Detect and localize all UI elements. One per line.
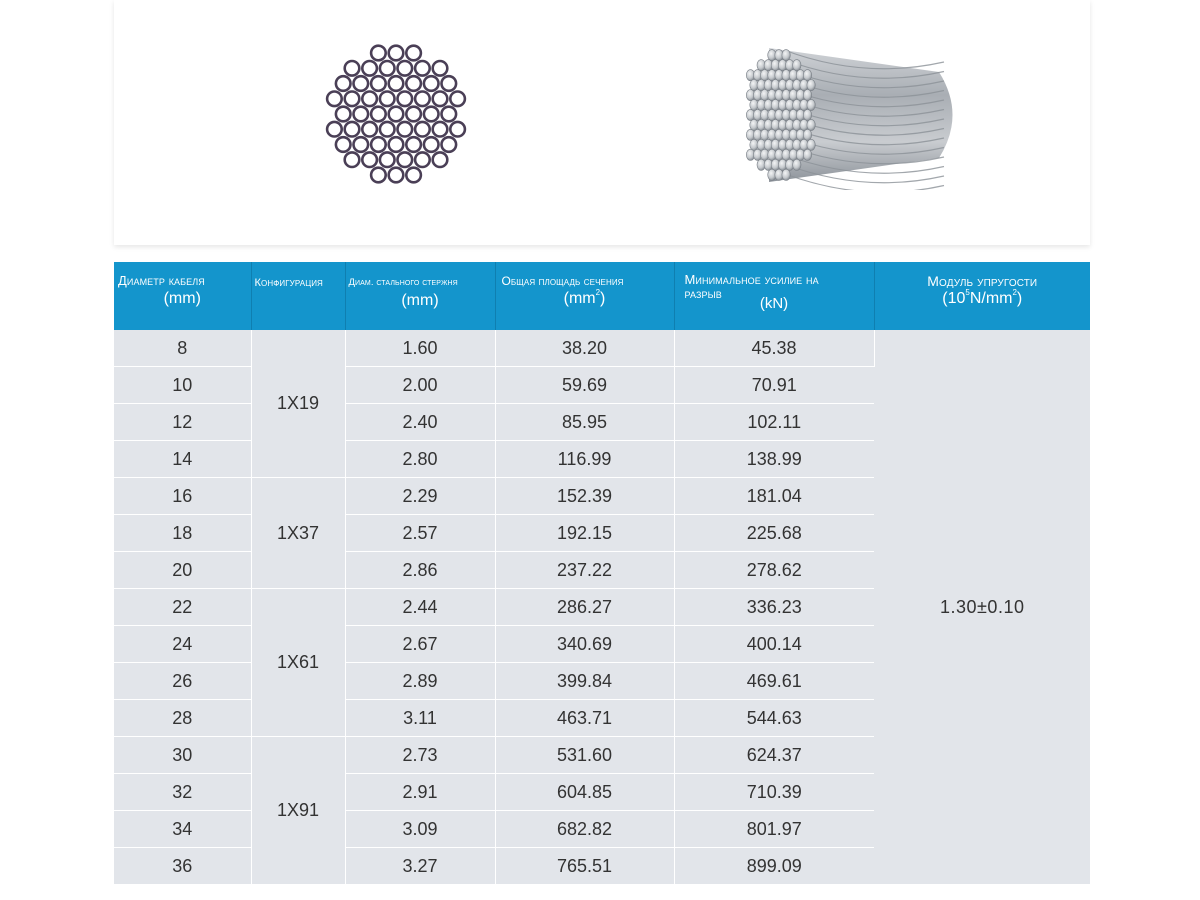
wire-end: [803, 129, 811, 140]
wire-circle: [362, 122, 377, 137]
wire-end: [793, 159, 801, 170]
wire-circle: [415, 61, 430, 76]
wire-circle: [380, 122, 395, 137]
cell-diameter: 30: [114, 737, 251, 774]
cell-area: 765.51: [495, 848, 674, 885]
wire-circle: [424, 107, 439, 122]
cell-configuration: 1X37: [251, 478, 345, 589]
wire-circle: [336, 137, 351, 152]
header-configuration: [251, 262, 345, 330]
table-header-row: [114, 262, 1090, 330]
cell-breaking-force: 181.04: [674, 478, 874, 515]
wire-circle: [345, 61, 360, 76]
wire-end: [807, 80, 815, 91]
wire-circle: [362, 152, 377, 167]
wire-circle: [380, 92, 395, 107]
wire-circle: [442, 137, 457, 152]
wire-end: [793, 60, 801, 71]
cell-diameter: 34: [114, 811, 251, 848]
cell-area: 531.60: [495, 737, 674, 774]
wire-circle: [345, 152, 360, 167]
cell-breaking-force: 138.99: [674, 441, 874, 478]
cell-breaking-force: 624.37: [674, 737, 874, 774]
wire-circle: [362, 92, 377, 107]
cell-area: 85.95: [495, 404, 674, 441]
wire-circle: [362, 61, 377, 76]
cell-diameter: 36: [114, 848, 251, 885]
wire-circle: [371, 46, 386, 61]
wire-circle: [406, 137, 421, 152]
wire-circle: [398, 152, 413, 167]
wire-circle: [389, 76, 404, 91]
cell-rod-diameter: 2.44: [345, 589, 495, 626]
cell-rod-diameter: 2.80: [345, 441, 495, 478]
header-rod-diameter-unit: (mm): [401, 292, 439, 309]
wire-circle: [415, 152, 430, 167]
wire-end: [803, 149, 811, 160]
cell-rod-diameter: 2.91: [345, 774, 495, 811]
cell-modulus: 1.30±0.10: [874, 330, 1090, 885]
header-area-title: Общая площадь сечения: [501, 274, 624, 288]
cell-diameter: 32: [114, 774, 251, 811]
header-breaking-force-unit: (kN): [759, 295, 789, 312]
wire-circle: [442, 107, 457, 122]
cell-diameter: 14: [114, 441, 251, 478]
wire-circle: [442, 76, 457, 91]
wire-circle: [336, 76, 351, 91]
wire-circle: [389, 168, 404, 183]
cell-rod-diameter: 2.67: [345, 626, 495, 663]
cell-area: 38.20: [495, 330, 674, 367]
cell-area: 604.85: [495, 774, 674, 811]
cell-rod-diameter: 2.57: [345, 515, 495, 552]
wire-circle: [406, 76, 421, 91]
header-rod-diameter-title: Диам. стального стержня: [348, 277, 458, 288]
cell-area: 399.84: [495, 663, 674, 700]
cell-area: 116.99: [495, 441, 674, 478]
cell-configuration: 1X91: [251, 737, 345, 885]
wire-circle: [424, 137, 439, 152]
cell-area: 152.39: [495, 478, 674, 515]
wire-circle: [371, 107, 386, 122]
wire-circle: [433, 92, 448, 107]
wire-end: [807, 119, 815, 130]
cell-rod-diameter: 2.40: [345, 404, 495, 441]
wire-circle: [327, 92, 342, 107]
cell-rod-diameter: 1.60: [345, 330, 495, 367]
wire-circle: [433, 122, 448, 137]
cell-area: 192.15: [495, 515, 674, 552]
wire-circle: [433, 61, 448, 76]
cell-breaking-force: 70.91: [674, 367, 874, 404]
header-rod-diameter: [345, 262, 495, 330]
cell-breaking-force: 278.62: [674, 552, 874, 589]
wire-circle: [398, 92, 413, 107]
wire-circle: [354, 76, 369, 91]
wire-end: [807, 139, 815, 150]
wire-circle: [380, 61, 395, 76]
cell-breaking-force: 336.23: [674, 589, 874, 626]
cell-diameter: 20: [114, 552, 251, 589]
cell-breaking-force: 899.09: [674, 848, 874, 885]
cell-rod-diameter: 2.89: [345, 663, 495, 700]
wire-circle: [371, 137, 386, 152]
cell-rod-diameter: 2.00: [345, 367, 495, 404]
wire-circle: [380, 152, 395, 167]
header-modulus-unit: $(10^5N/mm^2)$: [942, 288, 1023, 307]
cell-diameter: 12: [114, 404, 251, 441]
wire-end: [803, 109, 811, 120]
cell-area: 682.82: [495, 811, 674, 848]
header-configuration-title: Конфигурация: [254, 277, 323, 289]
wire-circle: [406, 107, 421, 122]
wire-circle: [345, 122, 360, 137]
header-breaking-force-title: Минимальное усилие на разрыв: [684, 272, 819, 301]
wire-circle: [389, 46, 404, 61]
wire-end: [803, 90, 811, 101]
wire-circle: [450, 92, 465, 107]
cell-rod-diameter: 2.73: [345, 737, 495, 774]
wire-circle: [336, 107, 351, 122]
wire-circle: [354, 107, 369, 122]
header-modulus: [874, 262, 1090, 330]
stranded-cable-3d-image: [714, 40, 966, 190]
cell-configuration: 1X61: [251, 589, 345, 737]
cell-breaking-force: 45.38: [674, 330, 874, 367]
cell-breaking-force: 400.14: [674, 626, 874, 663]
cell-rod-diameter: 3.27: [345, 848, 495, 885]
cell-diameter: 24: [114, 626, 251, 663]
wire-circle: [433, 152, 448, 167]
cell-rod-diameter: 2.86: [345, 552, 495, 589]
wire-circle: [327, 122, 342, 137]
cell-diameter: 22: [114, 589, 251, 626]
cell-area: 59.69: [495, 367, 674, 404]
cable-cross-section-image: [303, 28, 489, 200]
wire-circle: [398, 61, 413, 76]
cell-breaking-force: 469.61: [674, 663, 874, 700]
table-row: [114, 330, 1090, 367]
wire-end: [803, 70, 811, 81]
header-diameter-unit: (mm): [163, 290, 201, 307]
header-diameter: [114, 262, 251, 330]
cell-diameter: 16: [114, 478, 251, 515]
wire-circle: [415, 92, 430, 107]
cell-diameter: 10: [114, 367, 251, 404]
header-breaking-force: [674, 262, 874, 330]
wire-circle: [371, 168, 386, 183]
wire-end: [782, 50, 790, 61]
cell-diameter: 26: [114, 663, 251, 700]
cell-area: 463.71: [495, 700, 674, 737]
wire-end: [782, 169, 790, 180]
wire-circle: [389, 107, 404, 122]
header-diameter-title: Диаметр кабеля: [118, 273, 205, 288]
wire-circle: [345, 92, 360, 107]
wire-circle: [450, 122, 465, 137]
cable-spec-table: [114, 262, 1090, 885]
wire-circle: [354, 137, 369, 152]
cell-rod-diameter: 3.11: [345, 700, 495, 737]
cell-breaking-force: 801.97: [674, 811, 874, 848]
wire-circle: [389, 137, 404, 152]
cell-diameter: 18: [114, 515, 251, 552]
cell-configuration: 1X19: [251, 330, 345, 478]
wire-circle: [424, 76, 439, 91]
cell-rod-diameter: 3.09: [345, 811, 495, 848]
wire-end: [807, 99, 815, 110]
cell-breaking-force: 544.63: [674, 700, 874, 737]
wire-circle: [398, 122, 413, 137]
header-area-unit: $(mm^2)$: [563, 288, 606, 307]
cell-diameter: 28: [114, 700, 251, 737]
wire-circle: [406, 168, 421, 183]
cell-area: 286.27: [495, 589, 674, 626]
cell-rod-diameter: 2.29: [345, 478, 495, 515]
wire-circle: [371, 76, 386, 91]
header-area: [495, 262, 674, 330]
cell-breaking-force: 225.68: [674, 515, 874, 552]
wire-circle: [415, 122, 430, 137]
cell-diameter: 8: [114, 330, 251, 367]
cell-breaking-force: 102.11: [674, 404, 874, 441]
cell-area: 340.69: [495, 626, 674, 663]
wire-circle: [406, 46, 421, 61]
cell-breaking-force: 710.39: [674, 774, 874, 811]
cell-area: 237.22: [495, 552, 674, 589]
header-modulus-title: Модуль упругости: [927, 273, 1038, 289]
